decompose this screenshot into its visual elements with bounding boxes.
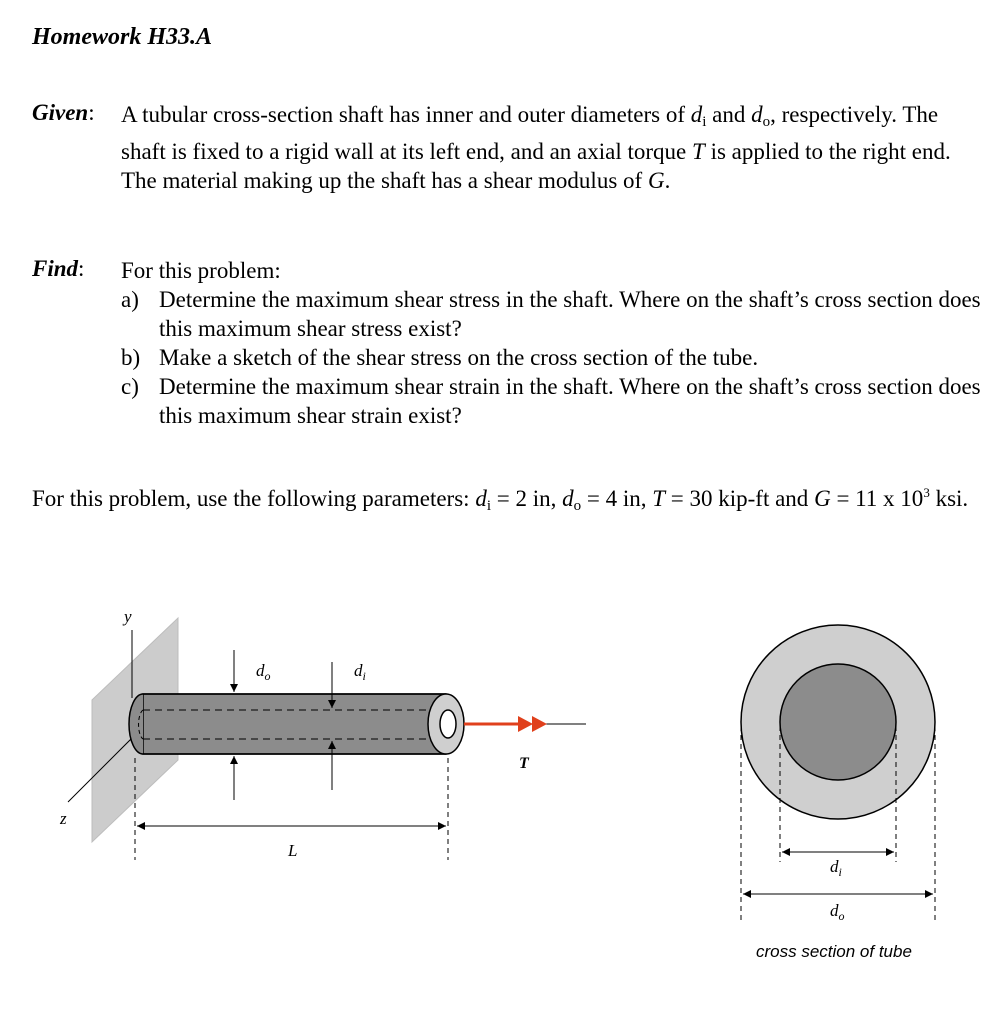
- do-label: $d_o$: [256, 661, 271, 683]
- torque-arrowhead-1: [518, 716, 533, 732]
- find-item-a: a) Determine the maximum shear stress in the shaft. Where on the shaft’s cross section does this maximum shear stress exist?: [121, 287, 981, 341]
- parameters-paragraph: For this problem, use the following parameters: $d_i = 2$ in, $d_o = 4$ in, T = 30 kip-ft and G = 11 x $10^3$ ksi.: [32, 485, 969, 514]
- torque-label: T: [519, 755, 529, 772]
- shaft-body: [143, 694, 446, 754]
- find-section: [121, 256, 981, 430]
- find-label: Find:: [32, 256, 85, 281]
- cross-section-inner: [780, 664, 896, 780]
- cs-di-label: $d_i$: [830, 857, 842, 879]
- shaft-figure: [0, 590, 1008, 990]
- z-axis-label: z: [60, 809, 67, 828]
- di-label: $d_i$: [354, 661, 366, 683]
- homework-title: Homework H33.A: [32, 24, 213, 50]
- find-item-b: b) Make a sketch of the shear stress on the cross section of the tube.: [121, 345, 759, 370]
- cs-do-label: $d_o$: [830, 901, 845, 923]
- cross-section-caption: cross section of tube: [756, 942, 912, 961]
- find-list: [121, 285, 981, 430]
- given-label: Given:: [32, 100, 95, 125]
- y-axis-label: y: [124, 607, 132, 626]
- shaft-right-bore: [440, 710, 456, 738]
- given-paragraph: A tubular cross-section shaft has inner and outer diameters of $d_i$ and $d_o$, respectively. The shaft is fixed to a rigid wall at its left end, and an axial torque T is applied to the right end. The material making up the shaft has a shear modulus of G.: [121, 102, 951, 193]
- find-intro: For this problem:: [121, 258, 281, 283]
- length-label: L: [288, 841, 298, 860]
- find-item-c: c) Determine the maximum shear strain in the shaft. Where on the shaft’s cross section does this maximum shear strain exist?: [121, 374, 981, 428]
- torque-arrowhead-2: [532, 716, 547, 732]
